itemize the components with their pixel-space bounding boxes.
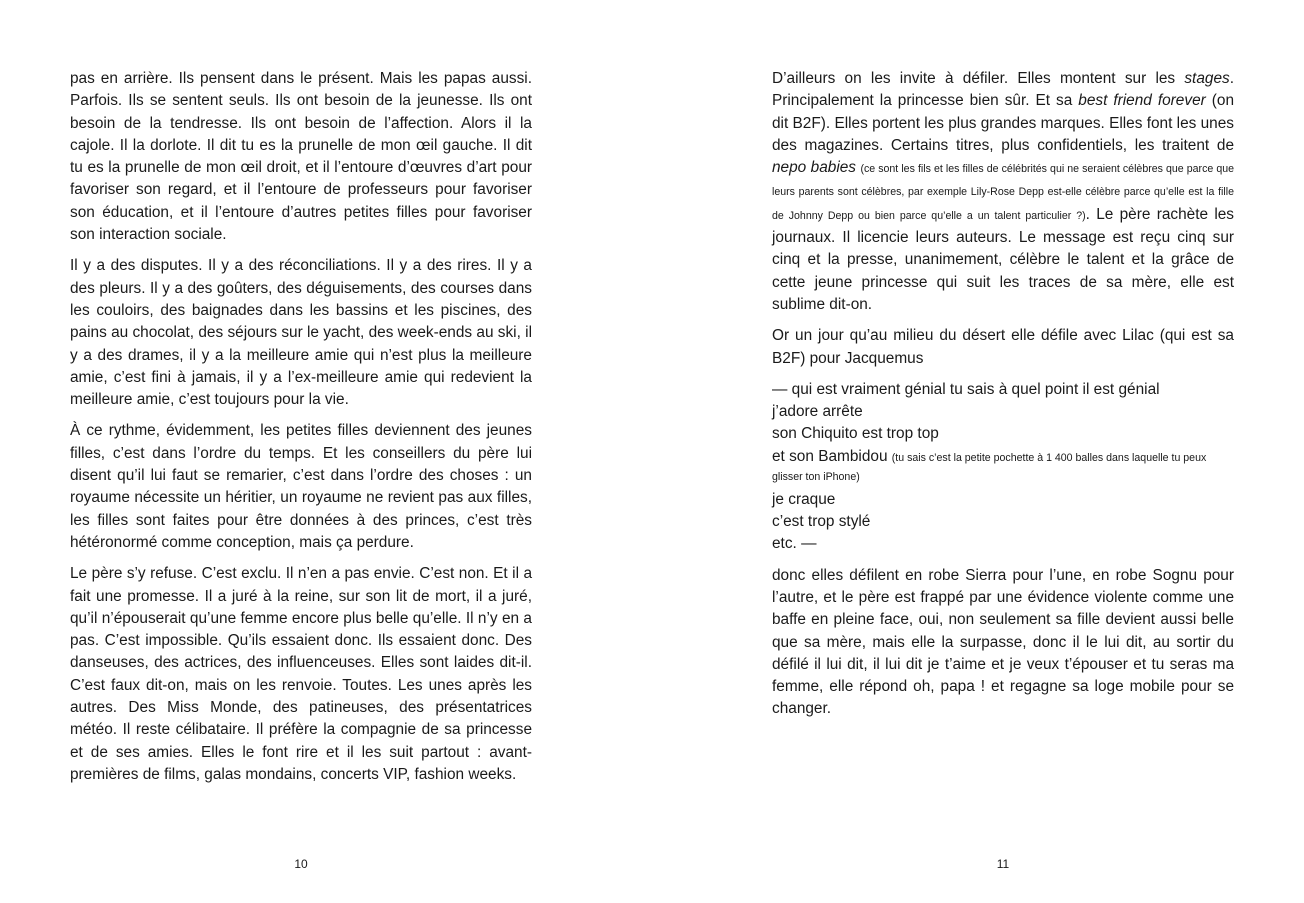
text-run: . Principalement la princesse bien sûr. Et sa: [772, 70, 1234, 110]
page-number-right: 11: [996, 857, 1010, 871]
dialogue-line: je craque: [772, 490, 836, 508]
paragraph: À ce rythme, évidemment, les petites filles deviennent des jeunes filles, c’est dans l’ordre du temps. Et les conseillers du père lui disent qu’il lui faut se remarier, c’est dans l’ordre des choses : un royaume nécessite un héritier, un royaume ne revient pas aux filles, les filles sont faites pour être données à des princes, c’est très hétéronormé comme conception, mais ça perdure.: [70, 422, 532, 551]
dialogue-line: etc. —: [772, 535, 817, 553]
dialogue-line: son Chiquito est trop top: [772, 425, 939, 443]
italic-text: stages: [1184, 70, 1230, 87]
dialogue-line: j’adore arrête: [772, 403, 863, 421]
page-number-left: 10: [294, 857, 308, 871]
aside-note: (ce sont les fils et les filles de célébrités qui ne seraient célèbres que parce que leurs parents sont célèbres, par exemple Lily-Rose Depp est-elle célèbre parce qu’elle est la fille de Johnny Depp ou bien parce qu’elle a un talent particulier ?): [772, 163, 1235, 222]
text-run: (on dit B2F). Elles portent les plus grandes marques. Elles font les unes des magazines. Certains titres, plus confidentiels, les traitent de: [772, 92, 1235, 154]
italic-text: best friend forever: [1078, 92, 1206, 110]
aside-note: (tu sais c’est la petite pochette à 1 400 balles dans laquelle tu peux glisser ton iPhone): [772, 451, 1207, 483]
text-run: et son Bambidou: [772, 447, 892, 465]
paragraph: pas en arrière. Ils pensent dans le présent. Mais les papas aussi. Parfois. Ils se sentent seuls. Ils ont besoin de la jeunesse. Ils ont besoin de la tendresse. Ils ont besoin de l’affection. Alors il la cajole. Il la dorlote. Il dit tu es la prunelle de mon œil gauche. Il dit tu es la prunelle de mon œil droit, et il l’entoure d’œuvres d’art pour favoriser son regard, et il l’entoure de professeurs pour favoriser son éducation, et il l’entoure d’autres petites filles pour favoriser son interaction sociale.: [70, 70, 532, 244]
dialogue-block: [772, 379, 1234, 556]
text-run: D’ailleurs on les invite à défiler. Elles montent sur les: [772, 70, 1185, 87]
paragraph: [772, 68, 1234, 316]
dialogue-line: c’est trop stylé: [772, 513, 871, 531]
paragraph: Or un jour qu’au milieu du désert elle défile avec Lilac (qui est sa B2F) pour Jacquemus: [772, 327, 1234, 367]
right-page: [772, 68, 1234, 730]
dialogue-line: — qui est vraiment génial tu sais à quel point il est génial: [772, 380, 1160, 398]
paragraph: Il y a des disputes. Il y a des réconciliations. Il y a des rires. Il y a des pleurs. Il y a des goûters, des déguisements, des courses dans les couloirs, des baignades dans les bassins et les piscines, des pains au chocolat, des séjours sur le yacht, des week-ends au ski, il y a des drames, il y a la meilleure amie qui n’est plus la meilleure amie, c’est fini à jamais, il y a l’ex-meilleure amie qui redevient la meilleure amie, c’est toujours pour la vie.: [70, 257, 532, 409]
text-run: . Le père rachète les journaux. Il licencie leurs auteurs. Le message est reçu cinq sur cinq et la presse, unanimement, célèbre le talent et la grâce de cette jeune princesse qui suit les traces de sa mère, elle est sublime dit-on.: [772, 205, 1234, 313]
dialogue-line: [772, 446, 1234, 489]
paragraph: donc elles défilent en robe Sierra pour l’une, en robe Sognu pour l’autre, et le père est frappé par une évidence violente comme une baffe en pleine face, oui, non seulement sa fille devient aussi belle que sa mère, mais elle la surpasse, donc il le lui dit, au sortir du défilé il lui dit, il lui dit je t’aime et je veux t’épouser et tu seras ma femme, elle répond oh, papa ! et regagne sa loge mobile pour se changer.: [772, 566, 1234, 718]
left-page: [70, 68, 532, 795]
paragraph: Le père s’y refuse. C’est exclu. Il n’en a pas envie. C’est non. Et il a fait une promesse. Il a juré à la reine, sur son lit de mort, il a juré, qu’il n’épouserait qu’une femme encore plus belle qu’elle. Il n’y en a pas. C’est impossible. Qu’ils essaient donc. Ils essaient donc. Des danseuses, des actrices, des influenceuses. Elles sont laides dit-il. C’est faux dit-on, mais on les renvoie. Toutes. Les unes après les autres. Des Miss Monde, des patineuses, des présentatrices météo. Il reste célibataire. Il préfère la compagnie de sa princesse et de ses amies. Elles le font rire et il les suit partout : avant-premières de films, galas mondains, concerts VIP, fashion weeks.: [70, 565, 532, 783]
italic-text: nepo babies: [772, 159, 857, 177]
